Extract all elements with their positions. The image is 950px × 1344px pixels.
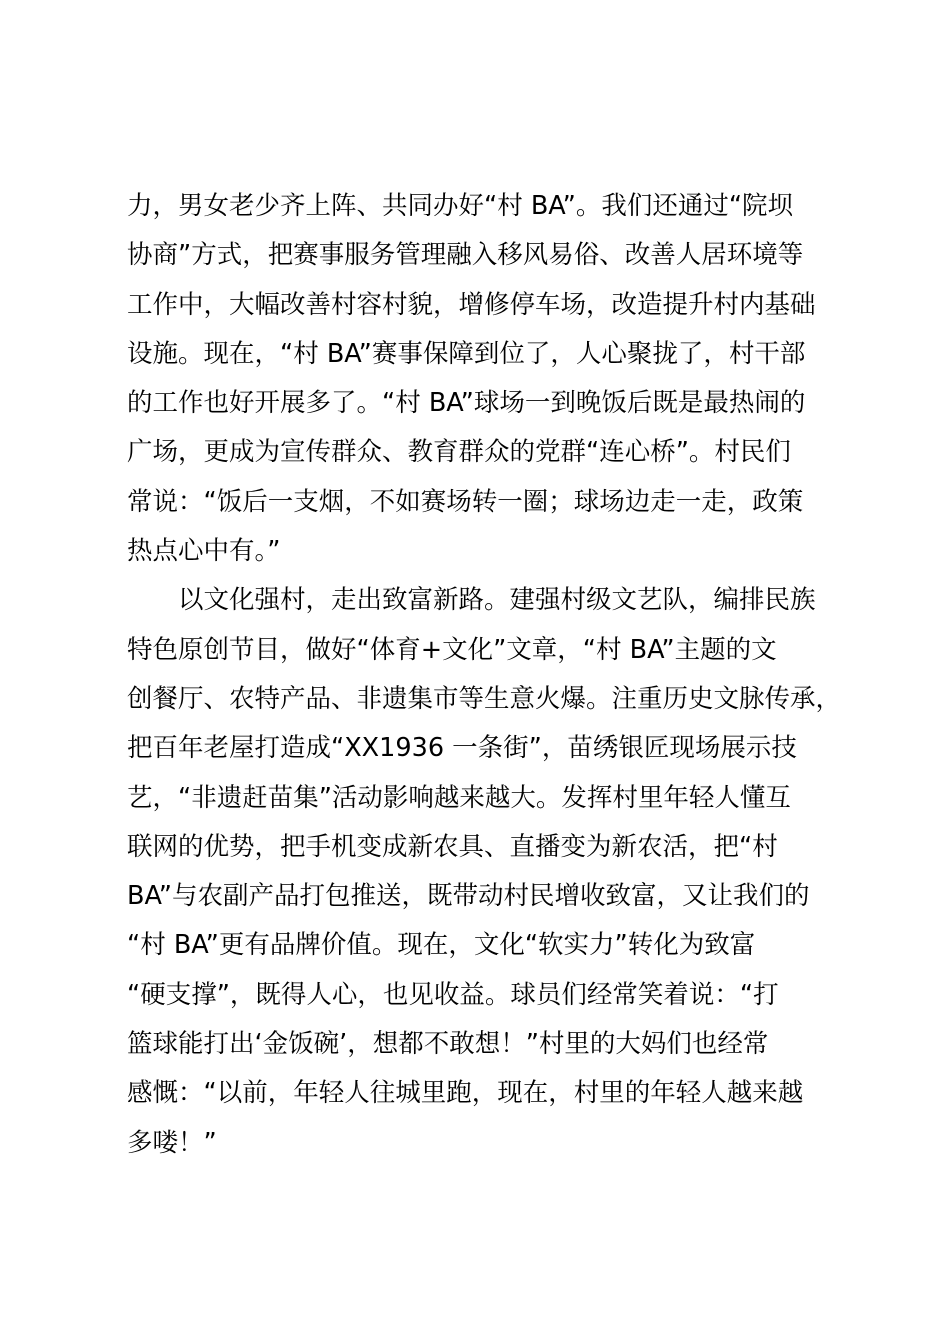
text-line-9: 以文化强村，走出致富新路。建强村级文艺队，编排民族: [127, 585, 816, 616]
text-line-15: BA”与农副产品打包推送，既带动村民增收致富，又让我们的: [127, 881, 810, 912]
text-line-12: 把百年老屋打造成“XX1936 一条街”，苗绣银匠现场展示技: [127, 733, 797, 764]
text-line-2: 协商”方式，把赛事服务管理融入移风易俗、改善人居环境等: [127, 240, 804, 271]
body-text: [127, 182, 867, 1168]
text-line-3: 工作中，大幅改善村容村貌，增修停车场，改造提升村内基础: [127, 289, 816, 320]
text-line-1: 力，男女老少齐上阵、共同办好“村 BA”。我们还通过“院坝: [127, 191, 794, 221]
text-line-13: 艺，“非遗赶苗集”活动影响越来越大。发挥村里年轻人懂互: [127, 782, 791, 813]
text-line-20: 多喽！”: [127, 1127, 217, 1158]
text-line-19: 感慨：“以前，年轻人往城里跑，现在，村里的年轻人越来越: [127, 1078, 804, 1109]
text-line-5: 的工作也好开展多了。“村 BA”球场一到晚饭后既是最热闹的: [127, 388, 806, 419]
text-line-8: 热点心中有。”: [127, 536, 281, 567]
text-line-14: 联网的优势，把手机变成新农具、直播变为新农活，把“村: [127, 831, 778, 862]
text-line-18: 篮球能打出‘金饭碗’，想都不敢想！”村里的大妈们也经常: [127, 1029, 769, 1060]
text-line-11: 创餐厅、农特产品、非遗集市等生意火爆。注重历史文脉传承，: [127, 683, 842, 714]
text-line-10: 特色原创节目，做好“体育+文化”文章，“村 BA”主题的文: [127, 634, 777, 665]
text-line-6: 广场，更成为宣传群众、教育群众的党群“连心桥”。村民们: [127, 437, 791, 468]
text-line-4: 设施。现在，“村 BA”赛事保障到位了，人心聚拢了，村干部: [127, 338, 806, 369]
text-line-17: “硬支撑”，既得人心，也见收益。球员们经常笑着说：“打: [127, 979, 779, 1010]
text-line-16: “村 BA”更有品牌价值。现在，文化“软实力”转化为致富: [127, 930, 756, 961]
text-line-7: 常说：“饭后一支烟，不如赛场转一圈；球场边走一走，政策: [127, 486, 804, 517]
